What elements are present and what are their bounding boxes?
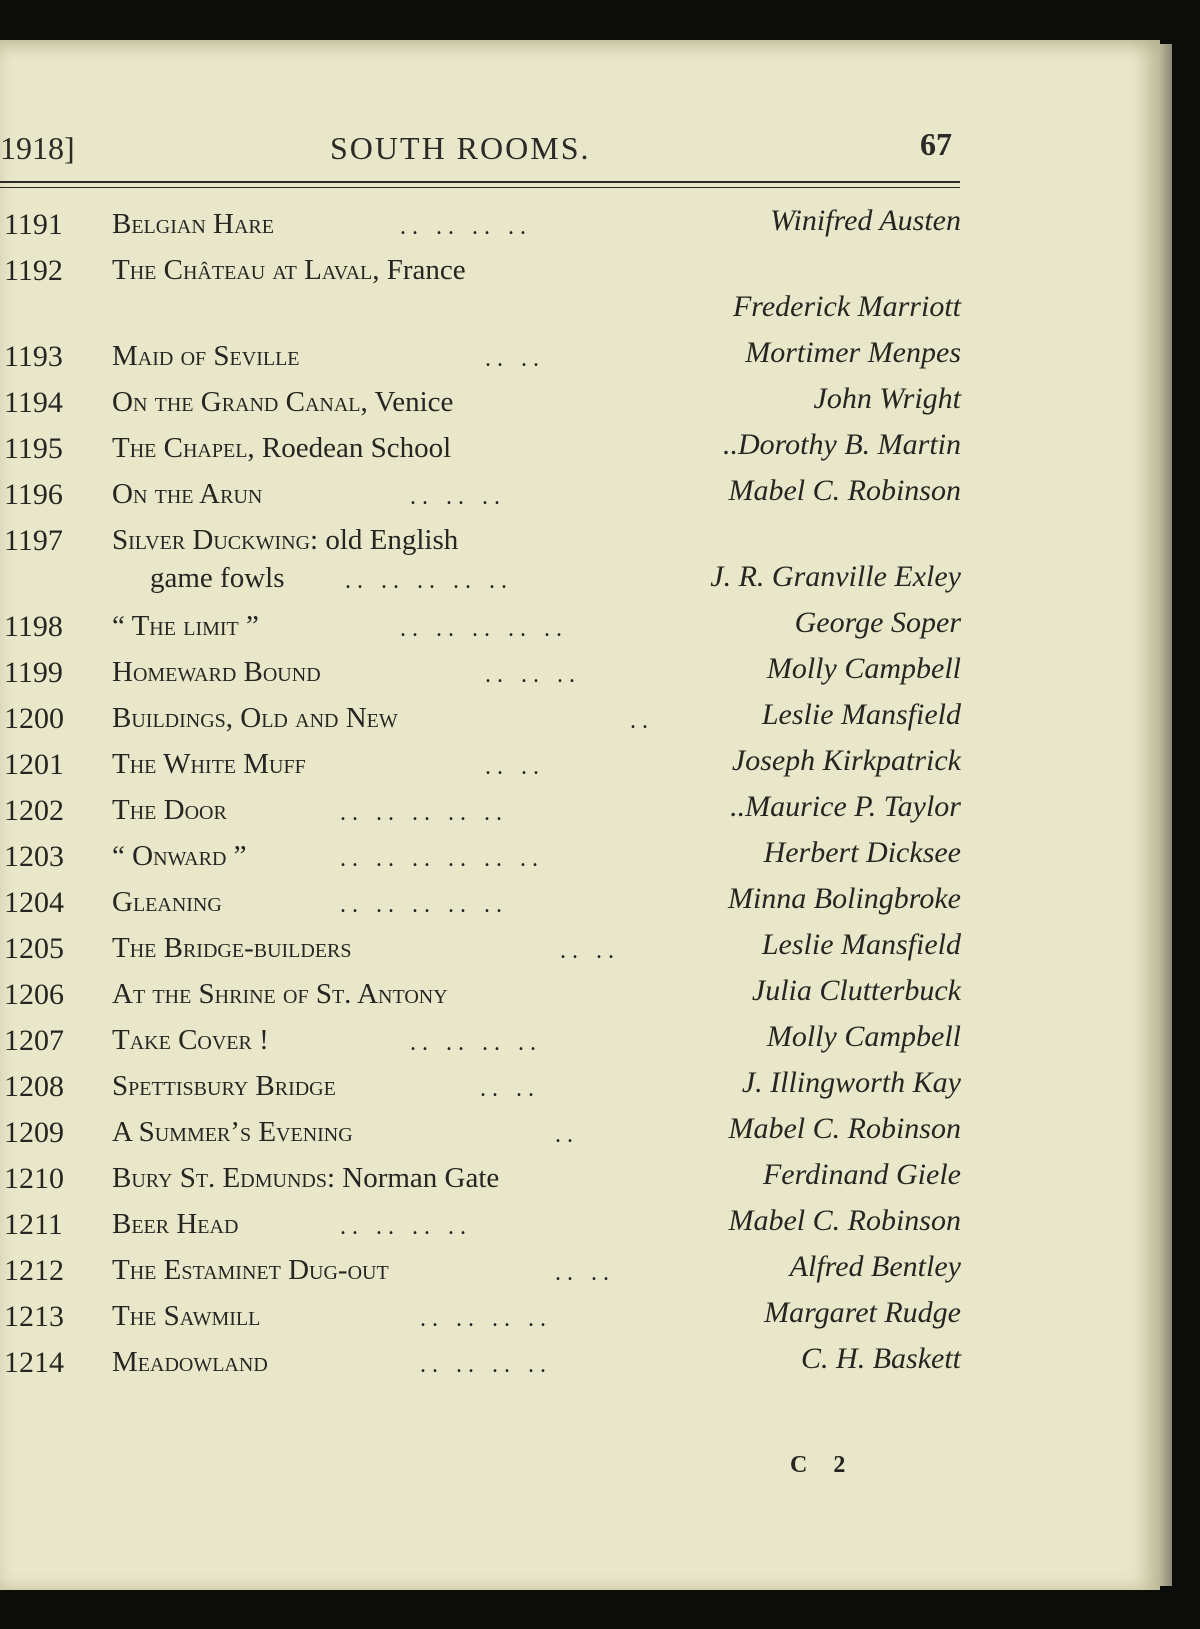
entry-number: 1201 bbox=[4, 748, 64, 781]
entry-artist: Ferdinand Giele bbox=[762, 1158, 961, 1191]
entry-title-text: Beer Head bbox=[112, 1208, 239, 1240]
entry-number: 1203 bbox=[4, 840, 64, 873]
entry-title bbox=[112, 978, 448, 1011]
entry-title-text: The Estaminet Dug-out bbox=[112, 1254, 389, 1286]
list-item bbox=[0, 378, 965, 424]
entry-number: 1198 bbox=[4, 610, 63, 643]
entry-title-text: Meadowland bbox=[112, 1346, 268, 1378]
entry-number: 1194 bbox=[4, 386, 63, 419]
leader-dots: .. .. .. .. .. bbox=[400, 616, 568, 642]
leader-dots: .. .. .. bbox=[485, 662, 581, 688]
entry-number: 1202 bbox=[4, 794, 64, 827]
entry-title-text: The Door bbox=[112, 794, 227, 826]
entry-title-text: Silver Duckwing: bbox=[112, 524, 319, 556]
entry-artist: John Wright bbox=[813, 382, 961, 415]
entry-title-text: Take Cover ! bbox=[112, 1024, 269, 1056]
entry-title bbox=[112, 656, 321, 689]
entry-artist: J. R. Granville Exley bbox=[710, 560, 961, 593]
entry-title bbox=[112, 1024, 269, 1057]
entry-artist: ..Dorothy B. Martin bbox=[722, 428, 961, 461]
entry-number: 1212 bbox=[4, 1254, 64, 1287]
entry-title bbox=[112, 610, 259, 643]
entry-title-text: The Bridge-builders bbox=[112, 932, 352, 964]
entry-title bbox=[112, 432, 451, 465]
list-item bbox=[0, 200, 965, 246]
list-item bbox=[0, 878, 965, 924]
entry-title-text: Gleaning bbox=[112, 886, 222, 918]
page-header bbox=[0, 126, 960, 180]
entry-artist: Joseph Kirkpatrick bbox=[731, 744, 961, 777]
page-number: 67 bbox=[920, 126, 952, 162]
entry-title bbox=[112, 1208, 238, 1241]
entry-artist: Herbert Dicksee bbox=[763, 836, 961, 869]
list-item bbox=[0, 832, 965, 878]
entry-artist: Leslie Mansfield bbox=[761, 928, 961, 961]
leader-dots: .. .. bbox=[555, 1260, 615, 1286]
entry-title bbox=[112, 254, 466, 287]
entry-title-text: At the Shrine of St. Antony bbox=[112, 978, 448, 1010]
list-item bbox=[0, 1016, 965, 1062]
entry-number: 1200 bbox=[4, 702, 64, 735]
header-rule-thin bbox=[0, 187, 960, 188]
entry-title bbox=[112, 340, 300, 373]
entry-title-text: Maid of Seville bbox=[112, 340, 300, 372]
entry-title-text: Belgian Hare bbox=[112, 208, 274, 240]
entry-artist: Mortimer Menpes bbox=[745, 336, 961, 369]
entry-title-text: “ Onward ” bbox=[112, 840, 247, 872]
entry-title bbox=[112, 524, 458, 557]
entry-title bbox=[112, 1070, 336, 1103]
entry-title-text: “ The limit ” bbox=[112, 610, 259, 642]
leader-dots: .. .. bbox=[560, 938, 620, 964]
entry-title bbox=[112, 1116, 353, 1149]
list-item bbox=[0, 246, 965, 332]
entry-title-text: Spettisbury Bridge bbox=[112, 1070, 336, 1102]
entry-title-text: Buildings, Old and New bbox=[112, 702, 398, 734]
entry-number: 1193 bbox=[4, 340, 63, 373]
list-item bbox=[0, 786, 965, 832]
list-item bbox=[0, 1200, 965, 1246]
page-edge bbox=[1160, 44, 1172, 1586]
entry-number: 1209 bbox=[4, 1116, 64, 1149]
header-year: 1918] bbox=[0, 130, 75, 166]
leader-dots: .. .. bbox=[485, 754, 545, 780]
entry-title bbox=[112, 794, 227, 827]
entry-title-text: The White Muff bbox=[112, 748, 306, 780]
leader-dots: .. .. .. .. bbox=[410, 1030, 542, 1056]
list-item bbox=[0, 1292, 965, 1338]
entry-title bbox=[112, 1300, 260, 1333]
entry-title-suffix: Roedean School bbox=[254, 432, 452, 464]
entry-artist: George Soper bbox=[794, 606, 961, 639]
entry-title bbox=[112, 1162, 499, 1195]
entry-title bbox=[112, 386, 453, 419]
leader-dots: .. .. .. .. .. bbox=[340, 800, 508, 826]
entry-number: 1196 bbox=[4, 478, 63, 511]
list-item bbox=[0, 1246, 965, 1292]
entry-number: 1195 bbox=[4, 432, 63, 465]
entry-artist: J. Illingworth Kay bbox=[741, 1066, 961, 1099]
entry-title-suffix: France bbox=[379, 254, 466, 286]
entry-number: 1210 bbox=[4, 1162, 64, 1195]
entry-title-text: On the Arun bbox=[112, 478, 263, 510]
entry-title-text: The Sawmill bbox=[112, 1300, 261, 1332]
list-item bbox=[0, 602, 965, 648]
list-item bbox=[0, 424, 965, 470]
entry-title bbox=[112, 208, 274, 241]
leader-dots: .. .. .. .. .. .. bbox=[340, 846, 544, 872]
entry-number: 1207 bbox=[4, 1024, 64, 1057]
entry-title-text: Homeward Bound bbox=[112, 656, 321, 688]
list-item bbox=[0, 332, 965, 378]
entry-artist: Alfred Bentley bbox=[789, 1250, 961, 1283]
entry-artist: Margaret Rudge bbox=[764, 1296, 961, 1329]
entry-title-text: Bury St. Edmunds: bbox=[112, 1162, 336, 1194]
entry-title-suffix: Norman Gate bbox=[335, 1162, 500, 1194]
list-item bbox=[0, 1338, 965, 1384]
list-item bbox=[0, 1062, 965, 1108]
entry-title bbox=[112, 478, 262, 511]
entry-number: 1206 bbox=[4, 978, 64, 1011]
list-item bbox=[0, 740, 965, 786]
entry-artist: Frederick Marriott bbox=[732, 290, 961, 323]
list-item bbox=[0, 648, 965, 694]
signature-mark: C 2 bbox=[790, 1452, 856, 1478]
entry-number: 1199 bbox=[4, 656, 63, 689]
entry-artist: Julia Clutterbuck bbox=[751, 974, 961, 1007]
list-item bbox=[0, 516, 965, 602]
leader-dots: .. .. .. .. bbox=[400, 214, 532, 240]
entry-list bbox=[0, 200, 965, 1384]
list-item bbox=[0, 694, 965, 740]
list-item bbox=[0, 970, 965, 1016]
entry-number: 1204 bbox=[4, 886, 64, 919]
header-rule bbox=[0, 181, 960, 183]
entry-title-text: A Summer’s Evening bbox=[112, 1116, 353, 1148]
entry-title bbox=[112, 748, 306, 781]
entry-number: 1213 bbox=[4, 1300, 64, 1333]
entry-title-continuation: game fowls bbox=[150, 562, 285, 594]
entry-title bbox=[112, 932, 352, 965]
leader-dots: .. .. .. .. bbox=[340, 1214, 472, 1240]
entry-artist: Leslie Mansfield bbox=[761, 698, 961, 731]
entry-number: 1192 bbox=[4, 254, 63, 287]
entry-artist: Mabel C. Robinson bbox=[728, 474, 961, 507]
leader-dots: .. .. .. .. .. bbox=[340, 892, 508, 918]
list-item bbox=[0, 1154, 965, 1200]
entry-number: 1205 bbox=[4, 932, 64, 965]
entry-title-text: On the Grand Canal, bbox=[112, 386, 368, 418]
entry-artist: Winifred Austen bbox=[770, 204, 961, 237]
entry-number: 1191 bbox=[4, 208, 63, 241]
leader-dots: .. .. bbox=[485, 346, 545, 372]
entry-title bbox=[112, 886, 222, 919]
entry-title-text: The Chapel, bbox=[112, 432, 255, 464]
leader-dots: .. bbox=[555, 1122, 579, 1148]
entry-artist: C. H. Baskett bbox=[801, 1342, 961, 1375]
entry-title bbox=[112, 1346, 268, 1379]
leader-dots: .. bbox=[630, 708, 654, 734]
list-item bbox=[0, 1108, 965, 1154]
entry-artist: Minna Bolingbroke bbox=[727, 882, 961, 915]
entry-number: 1211 bbox=[4, 1208, 63, 1241]
entry-title-suffix: Venice bbox=[367, 386, 454, 418]
entry-number: 1208 bbox=[4, 1070, 64, 1103]
entry-artist: Molly Campbell bbox=[766, 1020, 961, 1053]
entry-artist: Molly Campbell bbox=[766, 652, 961, 685]
leader-dots: .. .. .. .. bbox=[420, 1352, 552, 1378]
list-item bbox=[0, 470, 965, 516]
leader-dots: .. .. .. .. bbox=[420, 1306, 552, 1332]
entry-artist: Mabel C. Robinson bbox=[728, 1112, 961, 1145]
leader-dots: .. .. .. .. .. bbox=[345, 568, 513, 594]
entry-title bbox=[112, 840, 247, 873]
entry-title-suffix: old English bbox=[318, 524, 459, 556]
entry-title-text: The Château at Laval, bbox=[112, 254, 380, 286]
leader-dots: .. .. bbox=[480, 1076, 540, 1102]
leader-dots: .. .. .. bbox=[410, 484, 506, 510]
entry-title bbox=[112, 1254, 389, 1287]
entry-title bbox=[112, 702, 398, 735]
entry-artist: Mabel C. Robinson bbox=[728, 1204, 961, 1237]
entry-artist: ..Maurice P. Taylor bbox=[730, 790, 961, 823]
header-title: SOUTH ROOMS. bbox=[330, 130, 591, 166]
entry-number: 1214 bbox=[4, 1346, 64, 1379]
entry-number: 1197 bbox=[4, 524, 63, 557]
list-item bbox=[0, 924, 965, 970]
